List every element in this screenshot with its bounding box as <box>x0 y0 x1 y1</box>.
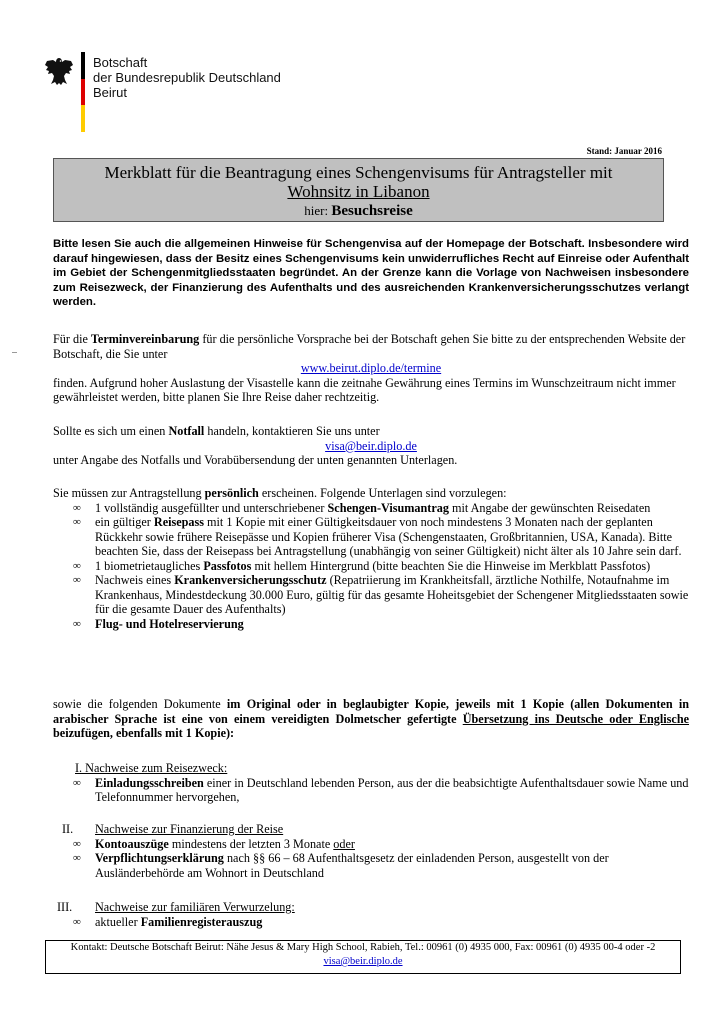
documents-section <box>53 486 689 631</box>
section-3-number: III. <box>57 900 73 914</box>
sec1-item1-bold: Einladungsschreiben <box>95 775 204 790</box>
antrag-pre: Sie müssen zur Antragstellung <box>53 486 202 500</box>
org-name-line1: Botschaft <box>93 55 148 70</box>
title-line1: Merkblatt für die Beantragung eines Schengenvisums für Antragsteller mit <box>104 163 613 182</box>
notfall-pre: Sollte es sich um einen <box>53 424 166 438</box>
intro-paragraph: Bitte lesen Sie auch die allgemeinen Hinweise für Schengenvisa auf der Homepage der Botschaft. Insbesondere wird darauf hingewiesen, dass der Besitz eines Schengenvisums kein unwiderrufliches Recht auf Einreise oder Aufenthalt im Gebiet der Schengenmitgliedsstaaten begründet. An der Grenze kann die Vorlage von Nachweisen insbesondere zum Reisezweck, der Finanzierung des Aufenthalts und des ausreichenden Krankenversicherungsschutzes verlangt werden. <box>53 238 689 309</box>
sec2-item2-post: nach §§ 66 – 68 Aufenthaltsgesetz der einladenden Person, ausgestellt von der Ausländerbehörde am Wohnort in Deutschland <box>95 851 609 880</box>
sec1-item1-post: einer in Deutschland lebenden Person, aus der die beabsichtigte Aufenthaltsdauer sowie Name und Telefonnummer hervorgehen, <box>95 775 689 804</box>
margin-mark <box>12 352 17 353</box>
antrag-line <box>53 486 689 501</box>
bullet-icon: ∞ <box>73 617 81 630</box>
original-paragraph <box>53 697 689 741</box>
termin-post: für die persönliche Vorsprache bei der Botschaft gehen Sie bitte zu der entsprechenden Website der Botschaft, die Sie unter <box>53 332 686 361</box>
footer-contact-line: Kontakt: Deutsche Botschaft Beirut: Nähe Jesus & Mary High School, Rabieh, Tel.: 00961 (0) 4935 000, Fax: 00961 (0) 4935 00-4 oder -2 <box>70 942 656 953</box>
doc1-pre: 1 vollständig ausgefüllter und unterschriebener <box>95 500 325 515</box>
org-name-line3: Beirut <box>93 85 127 100</box>
doc4-post: (Repatriierung im Krankheitsfall, ärztliche Nothilfe, Notaufnahme im Krankenhaus, Mindestdeckung 30.000 Euro, gültig für das gesamte Hoheitsgebiet der Schengener Mitgliedsstaaten sowie für die gesamte Dauer des Aufenthalts) <box>95 573 689 616</box>
doc2-post: mit 1 Kopie mit einer Gültigkeitsdauer von noch mindestens 3 Monaten nach der geplanten Rückkehr sowie frühere Reisepässe und Kopien früherer Visa (Schengenstaaten, Großbritannien, USA, Kanada). Bitte beachten Sie, dass der Reisepass bei Antragstellung (unabhängig von seiner Gültigkeit) nicht älter als 10 Jahre sein darf. <box>95 515 682 558</box>
list-item <box>53 559 689 574</box>
doc3-bold: Passfotos <box>203 558 252 573</box>
sec2-item2-bold: Verpflichtungserklärung <box>95 851 224 865</box>
sec3-item1-pre: aktueller <box>95 914 138 929</box>
section-2-number: II. <box>62 822 74 836</box>
doc3-post: mit hellem Hintergrund (bitte beachten Sie die Hinweise im Merkblatt Passfotos) <box>254 558 651 573</box>
doc2-bold: Reisepass <box>153 515 204 529</box>
section-3-heading: Nachweise zur familiären Verwurzelung: <box>95 900 295 914</box>
doc3-pre: 1 biometrietaugliches <box>95 558 201 573</box>
original-bold2: beizufügen, ebenfalls mit 1 Kopie): <box>53 726 235 740</box>
bullet-icon: ∞ <box>73 574 81 586</box>
termin-link[interactable]: www.beirut.diplo.de/termine <box>300 361 442 375</box>
title-line2: Wohnsitz in Libanon <box>287 182 430 201</box>
sec3-item1-bold: Familienregisterauszug <box>140 914 263 929</box>
termin-after: finden. Aufgrund hoher Auslastung der Visastelle kann die zeitnahe Gewährung eines Termins im Wunschzeitraum nicht immer gewährleistet werden, bitte planen Sie Ihre Reise daher rechtzeitig. <box>53 375 676 404</box>
footer-contact-box <box>45 940 681 974</box>
title-hier: hier: <box>304 203 329 218</box>
original-bold1: im Original oder in beglaubigter Kopie, jeweils mit 1 Kopie (allen Dokumenten in arabischer Sprache ist eine von einem vereidigten Dolmetscher gefertigte <box>53 697 690 726</box>
bullet-icon: ∞ <box>73 915 81 928</box>
doc1-post: mit Angabe der gewünschten Reisedaten <box>452 500 651 515</box>
doc1-bold: Schengen-Visumantrag <box>327 500 449 515</box>
bullet-icon: ∞ <box>73 501 81 514</box>
bullet-icon: ∞ <box>73 516 81 528</box>
section-1-heading: I. Nachweise zum Reisezweck: <box>75 761 228 775</box>
doc4-pre: Nachweis eines <box>95 573 172 587</box>
list-item <box>53 573 689 617</box>
doc4-bold: Krankenversicherungsschutz <box>174 573 327 587</box>
title-subject: Besuchsreise <box>331 203 413 219</box>
list-item <box>53 837 689 852</box>
section-3 <box>53 900 689 929</box>
notfall-bold: Notfall <box>168 424 205 438</box>
section-2 <box>53 822 689 880</box>
original-pre: sowie die folgenden Dokumente <box>53 697 221 711</box>
list-item <box>53 515 689 559</box>
flag-stripe <box>81 52 85 132</box>
doc2-pre: ein gültiger <box>95 515 151 529</box>
list-item <box>53 617 689 632</box>
list-item <box>53 851 689 880</box>
original-underline: Übersetzung ins Deutsche oder Englische <box>462 711 690 726</box>
section-1 <box>53 761 689 805</box>
list-item <box>53 501 689 516</box>
federal-eagle-icon <box>44 55 74 87</box>
sec2-item1-post: mindestens der letzten 3 Monate <box>171 836 331 851</box>
sec2-item1-bold: Kontoauszüge <box>95 836 169 851</box>
doc5-bold: Flug- und Hotelreservierung <box>95 616 244 631</box>
bullet-icon: ∞ <box>73 559 81 572</box>
list-item <box>53 915 689 930</box>
antrag-bold: persönlich <box>204 486 259 500</box>
sec2-item1-underline: oder <box>333 836 355 851</box>
termin-pre: Für die <box>53 332 88 346</box>
org-name-line2: der Bundesrepublik Deutschland <box>93 70 281 85</box>
notfall-after: unter Angabe des Notfalls und Vorabübersendung der unten genannten Unterlagen. <box>53 453 458 467</box>
bullet-icon: ∞ <box>73 852 81 864</box>
antrag-post: erscheinen. Folgende Unterlagen sind vorzulegen: <box>261 486 507 500</box>
bullet-icon: ∞ <box>73 837 81 850</box>
date-stamp: Stand: Januar 2016 <box>586 146 662 156</box>
title-box <box>53 158 664 222</box>
notfall-email-link[interactable]: visa@beir.diplo.de <box>325 438 417 453</box>
termin-paragraph <box>53 332 689 405</box>
footer-email-link[interactable]: visa@beir.diplo.de <box>323 956 403 967</box>
notfall-paragraph <box>53 424 689 468</box>
notfall-post: handeln, kontaktieren Sie uns unter <box>207 424 380 438</box>
bullet-icon: ∞ <box>73 776 81 789</box>
list-item <box>53 776 689 805</box>
section-2-heading: Nachweise zur Finanzierung der Reise <box>95 822 284 836</box>
termin-bold: Terminvereinbarung <box>90 332 200 346</box>
